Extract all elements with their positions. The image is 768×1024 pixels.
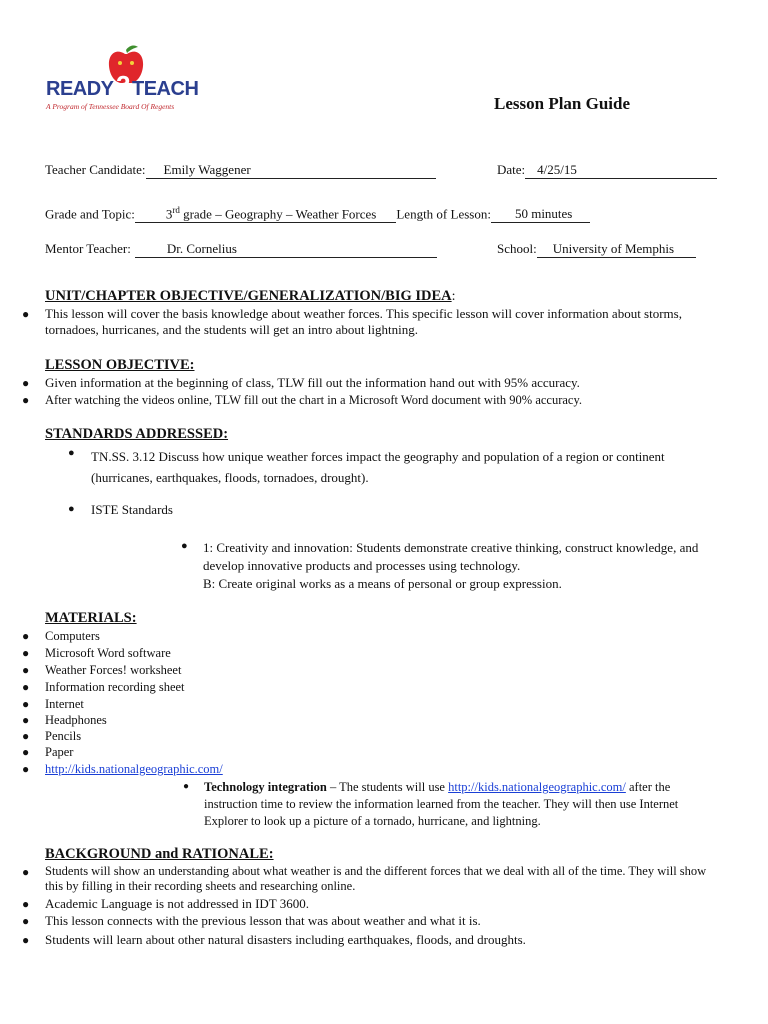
bullet-icon: ● [22, 745, 30, 759]
bullet-icon: ● [22, 697, 30, 711]
technology-integration [204, 779, 724, 830]
bullet-icon: ● [22, 897, 30, 911]
objective-heading: LESSON OBJECTIVE: [45, 357, 195, 373]
date-field [525, 162, 717, 179]
length-field [491, 206, 590, 223]
material-item: Information recording sheet [45, 680, 185, 694]
background-heading: BACKGROUND and RATIONALE: [45, 846, 274, 862]
material-item: Weather Forces! worksheet [45, 663, 182, 677]
logo-tagline: A Program of Tennessee Board Of Regents [46, 102, 175, 111]
objective-item-2: After watching the videos online, TLW fill out the chart in a Microsoft Word document with 90% accuracy. [45, 393, 583, 407]
background-item-4: Students will learn about other natural disasters including earthquakes, floods, and droughts. [45, 932, 526, 947]
background-item-2: Academic Language is not addressed in IDT 3600. [45, 896, 310, 911]
material-item: Headphones [45, 713, 107, 727]
logo-word-teach: TEACH [132, 78, 199, 100]
bullet-icon: ● [22, 376, 30, 390]
bullet-icon: ● [22, 646, 30, 660]
background-item-3: This lesson connects with the previous lesson that was about weather and what it is. [45, 913, 481, 928]
bullet-icon: ● [22, 393, 30, 407]
school-value: University of Memphis [552, 241, 675, 256]
material-item: Microsoft Word software [45, 646, 171, 660]
tech-label: Technology integration [204, 780, 327, 794]
material-item: Paper [45, 745, 74, 759]
mentor-label: Mentor Teacher: [45, 241, 131, 256]
bullet-icon: ● [183, 781, 190, 792]
objective-item-1: Given information at the beginning of class, TLW fill out the information hand out with 95% accuracy. [45, 375, 580, 390]
standards-heading: STANDARDS ADDRESSED: [45, 426, 229, 442]
mentor-value: Dr. Cornelius [166, 241, 237, 256]
mentor-row [45, 241, 437, 258]
bullet-icon: ● [22, 914, 30, 928]
logo [44, 44, 199, 116]
grade-field [135, 202, 397, 223]
grade-rest: grade – Geography – Weather Forces [179, 206, 377, 222]
bullet-icon: ● [22, 762, 30, 776]
school-row [497, 241, 696, 258]
materials-heading: MATERIALS: [45, 610, 137, 626]
grade-sup: rd [172, 205, 180, 215]
bullet-icon: ● [22, 713, 30, 727]
tech-natgeo-link[interactable]: http://kids.nationalgeographic.com/ [448, 780, 626, 794]
background-item-1: Students will show an understanding about what weather is and the different forces that we deal with all of the time. They will show this by filling in their recording sheets and researching online. [45, 864, 707, 893]
unit-heading-colon: : [451, 289, 456, 304]
bullet-icon: ● [22, 933, 30, 947]
grade-row [45, 202, 590, 223]
bullet-icon: ● [22, 729, 30, 743]
grade-num: 3 [165, 206, 173, 222]
bullet-icon: ● [22, 663, 30, 677]
iste-sub-2: B: Create original works as a means of personal or group expression. [203, 576, 562, 591]
material-item: Computers [45, 629, 100, 643]
standards-item-tn: TN.SS. 3.12 Discuss how unique weather forces impact the geography and population of a region or continent (hurricanes, earthquakes, floods, tornadoes, drought). [91, 449, 665, 485]
unit-heading [45, 288, 456, 305]
bullet-icon: ● [22, 865, 30, 879]
tech-rest: after the instruction time to review the information learned from the teacher. They will then use Internet Explorer to look up a picture of a tornado, hurricane, and lightning. [204, 780, 679, 828]
logo-word-ready: READY [46, 78, 114, 100]
bullet-icon: ● [22, 629, 30, 643]
tech-dash: – The students will use [326, 780, 449, 794]
mentor-field [135, 241, 437, 258]
teacher-field [146, 162, 436, 179]
length-value: 50 minutes [514, 206, 573, 222]
iste-sub-1: 1: Creativity and innovation: Students demonstrate creative thinking, construct knowledge, and develop innovative products and processes using technology. [203, 540, 699, 573]
length-label: Length of Lesson: [396, 206, 491, 222]
bullet-icon: ● [181, 540, 188, 552]
bullet-icon: ● [68, 447, 75, 459]
date-row [497, 162, 717, 179]
bullet-icon: ● [22, 680, 30, 694]
page-title: Lesson Plan Guide [494, 94, 631, 113]
date-value: 4/25/15 [537, 162, 577, 177]
date-label: Date: [497, 162, 526, 177]
material-item: Internet [45, 697, 84, 711]
teacher-row [45, 162, 436, 179]
standards-item-iste: ISTE Standards [91, 502, 173, 517]
school-label: School: [497, 241, 537, 256]
bullet-icon: ● [68, 503, 75, 515]
unit-item: This lesson will cover the basis knowledge about weather forces. This specific lesson will cover information about storms, tornadoes, hurricanes, and the students will get an intro about lightning. [45, 306, 682, 337]
unit-heading-text: UNIT/CHAPTER OBJECTIVE/GENERALIZATION/BIG IDEA [45, 288, 452, 304]
grade-label: Grade and Topic: [45, 206, 135, 222]
bullet-icon: ● [22, 307, 30, 321]
natgeo-kids-link[interactable]: http://kids.nationalgeographic.com/ [45, 762, 223, 776]
teacher-value: Emily Waggener [163, 162, 251, 177]
material-item: Pencils [45, 729, 82, 743]
logo-numeral: 2 [116, 70, 131, 100]
teacher-label: Teacher Candidate: [45, 162, 146, 177]
school-field [537, 241, 696, 258]
